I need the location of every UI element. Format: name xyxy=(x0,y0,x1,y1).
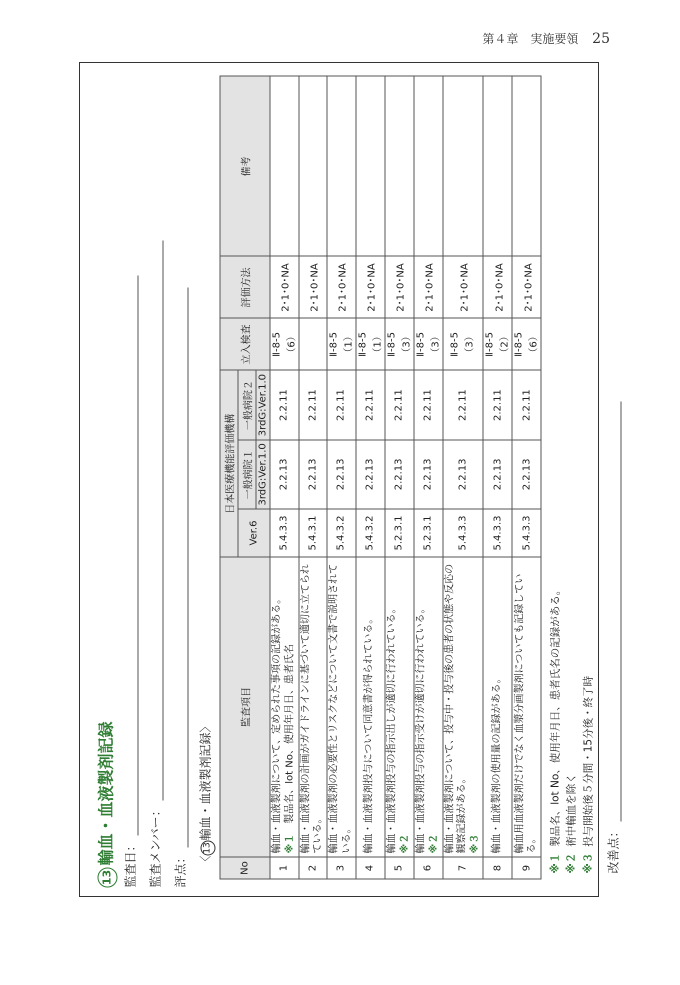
table-row xyxy=(413,76,442,879)
col-ver6: Ver.6 xyxy=(237,509,269,557)
improvement-label: 改善点： xyxy=(605,824,620,873)
improvement-field[interactable] xyxy=(604,72,621,873)
row-hosp1: 2.2.13 xyxy=(512,439,541,508)
row-ver6: 5.4.3.3 xyxy=(442,509,483,557)
row-item-sub: 製品名、lot No、使用年月日、患者氏名 xyxy=(283,643,295,824)
audit-sheet-frame xyxy=(79,62,620,897)
row-no: 4 xyxy=(355,857,384,879)
row-inspect: Ⅱ-8-5（2） xyxy=(483,318,512,370)
row-item-text: 輸血・血液製剤の使用量の記録がある。 xyxy=(490,673,502,853)
footnote-2: ※２術中輸血を除く xyxy=(565,772,578,873)
row-item xyxy=(512,557,541,857)
col-hosp1-ver: 3rdG:Ver.1.0 xyxy=(255,439,269,508)
row-notes[interactable] xyxy=(442,76,483,256)
table-row xyxy=(298,76,326,879)
footnote-3: ※３投与開始後５分間・15分後・終了時 xyxy=(581,675,594,873)
row-no: 7 xyxy=(442,857,483,879)
row-item xyxy=(483,557,512,857)
row-hosp2: 2.2.11 xyxy=(512,370,541,439)
audit-table xyxy=(219,75,542,879)
row-item-text: 輸血・血液製剤の必要性とリスクなどについて文書で説明されている。 xyxy=(328,563,352,853)
row-item-mark: ※１ xyxy=(283,833,295,853)
row-item xyxy=(355,557,384,857)
row-no: 6 xyxy=(413,857,442,879)
row-notes[interactable] xyxy=(384,76,413,256)
row-method: 2･1･0･NA xyxy=(355,256,384,318)
row-ver6: 5.4.3.2 xyxy=(326,509,355,557)
row-item xyxy=(384,557,413,857)
section-title xyxy=(93,72,117,887)
col-hosp1: 一般病院１ xyxy=(237,439,255,508)
row-item-mark: ※２ xyxy=(427,833,439,853)
col-notes: 備考 xyxy=(219,76,269,256)
row-hosp2: 2.2.11 xyxy=(298,370,326,439)
score-field[interactable] xyxy=(171,72,188,887)
row-notes[interactable] xyxy=(269,76,298,256)
row-method: 2･1･0･NA xyxy=(483,256,512,318)
row-hosp1: 2.2.13 xyxy=(355,439,384,508)
row-method: 2･1･0･NA xyxy=(512,256,541,318)
row-inspect: Ⅱ-8-5（3） xyxy=(384,318,413,370)
row-item-mark: ※２ xyxy=(398,833,410,853)
row-no: 5 xyxy=(384,857,413,879)
row-hosp2: 2.2.11 xyxy=(413,370,442,439)
row-hosp1: 2.2.13 xyxy=(326,439,355,508)
table-row xyxy=(355,76,384,879)
row-ver6: 5.4.3.2 xyxy=(355,509,384,557)
table-row xyxy=(326,76,355,879)
row-hosp2: 2.2.11 xyxy=(483,370,512,439)
rotated-content xyxy=(79,62,620,897)
row-item-text: 輸血・血液製剤投与について同意書が得られている。 xyxy=(363,613,375,853)
audit-date-field[interactable] xyxy=(121,72,138,887)
audit-date-label: 監査日： xyxy=(122,838,137,887)
row-ver6: 5.4.3.3 xyxy=(269,509,298,557)
row-notes[interactable] xyxy=(326,76,355,256)
score-line[interactable] xyxy=(173,287,188,847)
table-row xyxy=(442,76,483,879)
table-number: 13 xyxy=(200,840,215,855)
table-row xyxy=(269,76,298,879)
page-number: 25 xyxy=(592,31,610,47)
row-hosp2: 2.2.11 xyxy=(269,370,298,439)
row-item xyxy=(269,557,298,857)
row-method: 2･1･0･NA xyxy=(298,256,326,318)
audit-table-body xyxy=(269,76,541,879)
row-item xyxy=(298,557,326,857)
row-notes[interactable] xyxy=(355,76,384,256)
page-header xyxy=(482,30,610,47)
row-no: 3 xyxy=(326,857,355,879)
row-method: 2･1･0･NA xyxy=(269,256,298,318)
row-hosp1: 2.2.13 xyxy=(298,439,326,508)
row-item-text: 輸血・血液製剤投与の指示受けが適切に行われている。 xyxy=(415,603,426,853)
section-number: 13 xyxy=(97,867,117,887)
col-no: No xyxy=(219,857,269,879)
row-hosp1: 2.2.13 xyxy=(384,439,413,508)
row-notes[interactable] xyxy=(512,76,541,256)
row-item-text: 輸血・血液製剤の計画がガイドラインに基づいて適切に立てられている。 xyxy=(299,563,323,853)
row-ver6: 5.2.3.1 xyxy=(384,509,413,557)
row-ver6: 5.4.3.3 xyxy=(483,509,512,557)
row-inspect: Ⅱ-8-5（6） xyxy=(269,318,298,370)
audit-members-field[interactable] xyxy=(146,72,163,887)
col-inspect: 立入検査 xyxy=(219,318,269,370)
row-method: 2･1･0･NA xyxy=(413,256,442,318)
table-title-text: 輸血・血液製剤記録 xyxy=(197,731,212,840)
col-item: 監査項目 xyxy=(219,557,269,857)
row-ver6: 5.4.3.1 xyxy=(298,509,326,557)
row-no: 2 xyxy=(298,857,326,879)
row-inspect: Ⅱ-8-5（1） xyxy=(326,318,355,370)
col-hosp2: 一般病院２ xyxy=(237,370,255,439)
audit-members-line[interactable] xyxy=(148,240,163,800)
col-jcqhc: 日本医療機能評価機構 xyxy=(219,370,237,557)
row-item-text: 輸血・血液製剤投与の指示出しが適切に行われている。 xyxy=(386,603,397,853)
score-label: 評点： xyxy=(172,850,187,887)
row-notes[interactable] xyxy=(298,76,326,256)
row-item-text: 輸血用血液製剤だけでなく血漿分画製剤についても記録している。 xyxy=(513,573,537,853)
row-method: 2･1･0･NA xyxy=(384,256,413,318)
footnotes xyxy=(547,72,596,873)
section-title-text: 輸血・血液製剤記録 xyxy=(96,720,115,865)
row-inspect: Ⅱ-8-5（3） xyxy=(413,318,442,370)
row-item-text: 輸血・血液製剤について、定められた事項の記録がある。 xyxy=(271,593,282,853)
row-ver6: 5.2.3.1 xyxy=(413,509,442,557)
row-item xyxy=(413,557,442,857)
row-hosp1: 2.2.13 xyxy=(413,439,442,508)
row-item-mark: ※３ xyxy=(468,833,480,853)
table-title: 〈13輸血・血液製剤記録〉 xyxy=(196,72,215,867)
audit-date-line[interactable] xyxy=(123,275,138,835)
row-method: 2･1･0･NA xyxy=(326,256,355,318)
improvement-line[interactable] xyxy=(606,401,621,821)
row-no: 1 xyxy=(269,857,298,879)
row-notes[interactable] xyxy=(483,76,512,256)
row-inspect: Ⅱ-8-5（6） xyxy=(512,318,541,370)
row-inspect: Ⅱ-8-5（1） xyxy=(355,318,384,370)
col-hosp2-ver: 3rdG:Ver.1.0 xyxy=(255,370,269,439)
table-row xyxy=(483,76,512,879)
row-hosp2: 2.2.11 xyxy=(384,370,413,439)
chapter-title: 第４章 実施要領 xyxy=(482,32,579,46)
table-row xyxy=(384,76,413,879)
row-item xyxy=(326,557,355,857)
row-hosp1: 2.2.13 xyxy=(483,439,512,508)
row-hosp2: 2.2.11 xyxy=(355,370,384,439)
row-inspect xyxy=(298,318,326,370)
footnote-1: ※１製品名、lot No、使用年月日、患者氏名の記録がある。 xyxy=(549,584,561,873)
col-method: 評価方法 xyxy=(219,256,269,318)
audit-members-label: 監査メンバー： xyxy=(147,803,162,887)
row-no: 9 xyxy=(512,857,541,879)
table-row xyxy=(512,76,541,879)
row-inspect: Ⅱ-8-5（3） xyxy=(442,318,483,370)
row-method: 2･1･0･NA xyxy=(442,256,483,318)
row-hosp2: 2.2.11 xyxy=(326,370,355,439)
row-notes[interactable] xyxy=(413,76,442,256)
row-hosp1: 2.2.13 xyxy=(442,439,483,508)
row-hosp2: 2.2.11 xyxy=(442,370,483,439)
row-item-text: 輸血・血液製剤について、投与中・投与後の患者の状態や反応の観察記録がある。 xyxy=(443,563,467,853)
row-hosp1: 2.2.13 xyxy=(269,439,298,508)
row-item xyxy=(442,557,483,857)
row-ver6: 5.4.3.3 xyxy=(512,509,541,557)
row-no: 8 xyxy=(483,857,512,879)
